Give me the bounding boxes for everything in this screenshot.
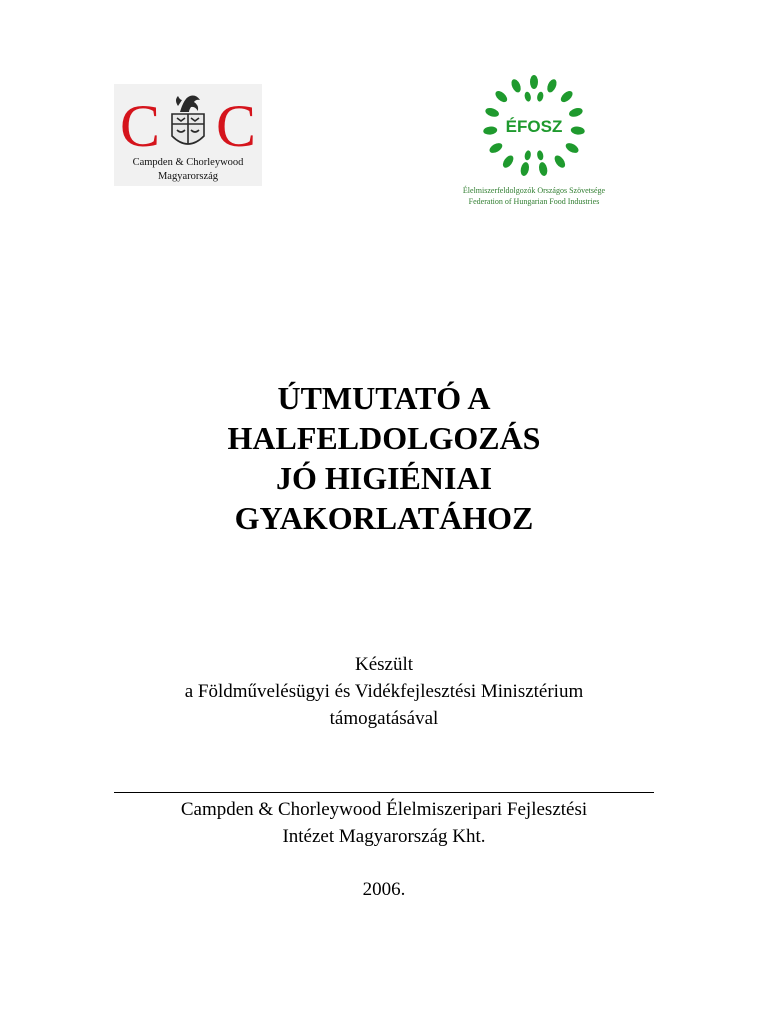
divider-rule — [114, 792, 654, 793]
institute-line: Campden & Chorleywood Élelmiszeripari Fejlesztési — [180, 799, 588, 820]
prepared-line: a Földművelésügyi és Vidékfejlesztési Minisztérium — [184, 681, 584, 702]
institute-name — [84, 796, 684, 850]
prepared-line: támogatásával — [329, 708, 439, 729]
ccc-caption-line1: Campden & Chorleywood — [132, 157, 244, 168]
document-title — [84, 378, 684, 538]
prepared-note — [84, 651, 684, 732]
ccc-crest-icon — [114, 86, 262, 156]
efosz-subtitle-en: Federation of Hungarian Food Industries — [468, 197, 600, 206]
institute-line: Intézet Magyarország Kht. — [282, 826, 486, 847]
title-line: JÓ HIGIÉNIAI — [275, 460, 493, 496]
prepared-line: Készült — [354, 654, 414, 675]
svg-text:C: C — [216, 93, 257, 156]
title-line: GYAKORLATÁHOZ — [234, 500, 534, 536]
campden-chorleywood-logo — [114, 84, 262, 186]
publication-year: 2006. — [362, 879, 406, 900]
svg-text:C: C — [120, 93, 161, 156]
efosz-subtitle-hu: Élelmiszerfeldolgozók Országos Szövetsége — [462, 186, 606, 195]
efosz-wreath-icon — [480, 72, 588, 180]
efosz-wordmark: ÉFOSZ — [505, 117, 563, 136]
title-line: ÚTMUTATÓ A — [277, 380, 491, 416]
ccc-caption-line2: Magyarország — [157, 171, 219, 182]
title-line: HALFELDOLGOZÁS — [227, 420, 541, 456]
